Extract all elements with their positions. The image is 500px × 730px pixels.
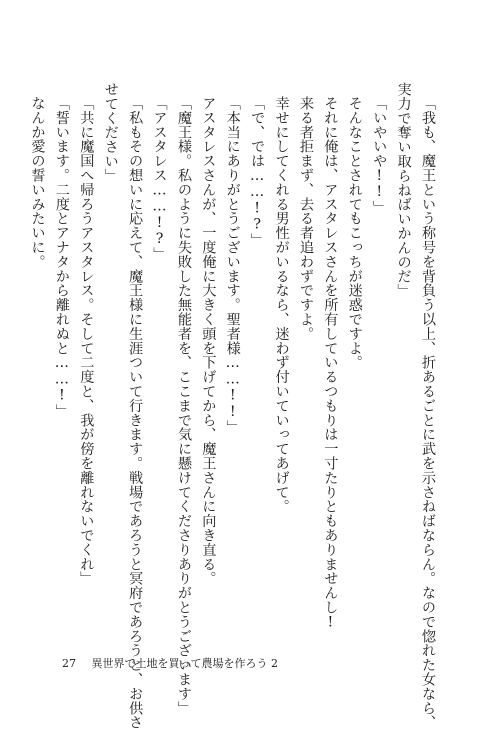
text-line: 「いやいや!!」	[371, 96, 388, 215]
text-line: アスタレスさんが、一度俺に大きく頭を下げてから、魔王さんに向き直る。	[200, 96, 217, 586]
text-line: 実力で奪い取らねばいかんのだ」	[395, 82, 412, 298]
text-line: 「私もその想いに応えて、魔王様に生涯ついて行きます。戦場であろうと冥府であろうと、お供さ	[127, 96, 144, 730]
text-line: 「本当にありがとうございます。聖者様……!!」	[224, 96, 241, 435]
page-footer	[62, 657, 278, 671]
text-line: せてください」	[102, 82, 119, 183]
text-line: 来る者拒まず、去る者追わずですよ。	[297, 96, 314, 341]
text-line: 「誓います。二度とアナタから離れぬと……!」	[53, 96, 70, 419]
text-line: 「魔王様。私のように失敗した無能者を、ここまで気に懸けてくださりありがとうございます」	[175, 96, 192, 716]
text-line: 「で、では……!?」	[249, 96, 266, 248]
text-line: 「共に魔国へ帰ろうアスタレス。そして二度と、我が傍を離れないでくれ」	[78, 96, 95, 586]
page-number: 27	[62, 657, 76, 670]
text-line: 「アスタレス……!?」	[151, 96, 168, 262]
text-line: それに俺は、アスタレスさんを所有しているつもりは一寸たりともありませんし!	[322, 96, 339, 631]
text-line: 「我も、魔王という称号を背負う以上、折あるごとに武を示さねばならん。なので惚れた女なら、	[420, 96, 436, 730]
text-line: なんか愛の誓いみたいに。	[29, 96, 46, 269]
book-title: 異世界で土地を買って農場を作ろう 2	[91, 657, 278, 670]
text-line: 幸せにしてくれる男性がいるなら、迷わず付いていってあげて。	[273, 96, 290, 514]
text-line: そんなことされてもこっちが迷惑ですよ。	[346, 96, 363, 370]
